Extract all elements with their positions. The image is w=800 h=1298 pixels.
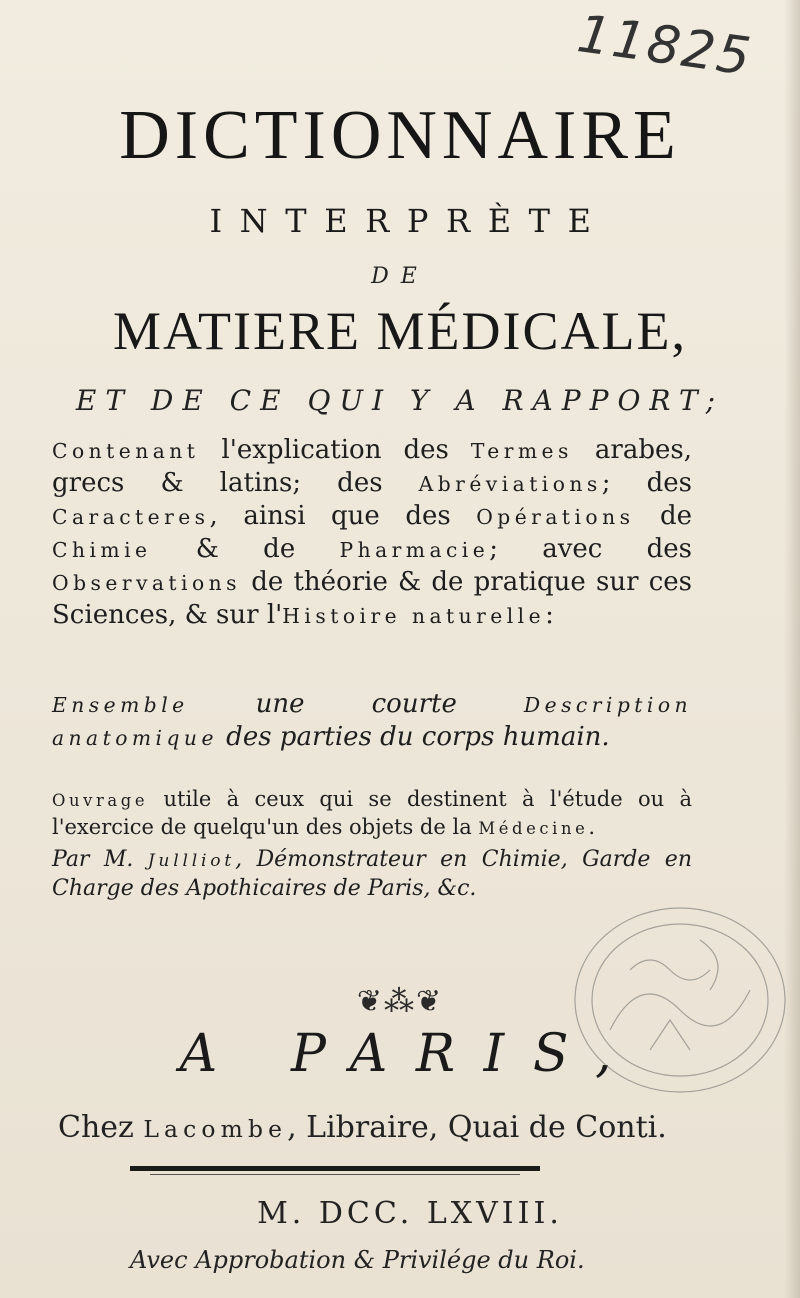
text: de [634, 501, 692, 531]
text: & de [151, 534, 340, 564]
text: , Démonstrateur en Chimie, Garde en Charge des Apothicaires de Paris, &c. [52, 847, 692, 901]
subtitle-et-de-ce-qui: ET DE CE QUI Y A RAPPORT; [75, 384, 725, 417]
text: Chez [58, 1110, 144, 1145]
term: Observations [52, 571, 242, 595]
text: , ainsi que des [209, 501, 477, 531]
term: Description anatomique [52, 693, 692, 750]
term: Histoire naturelle [282, 604, 546, 628]
term: Chimie [52, 538, 152, 562]
page-edge-shadow [784, 0, 800, 1298]
term: Termes [470, 439, 573, 463]
term: Opérations [476, 505, 635, 529]
ouvrage-paragraph [52, 786, 692, 842]
term: Abréviations [418, 472, 602, 496]
approbation-line: Avec Approbation & Privilége du Roi. [130, 1246, 585, 1274]
text: : [545, 600, 554, 630]
text: une courte [188, 689, 524, 719]
text: . [588, 815, 596, 839]
fleuron-ornament: ❦⁂❦ [356, 984, 444, 1019]
ensemble-paragraph [52, 688, 692, 754]
text: Par M. [52, 847, 148, 872]
thick-rule [130, 1166, 540, 1171]
subtitle-de: DE [371, 264, 429, 289]
subtitle-interprete: INTERPRÈTE [209, 202, 609, 240]
text: ; avec des [489, 534, 692, 564]
lead-word: Contenant [52, 439, 200, 463]
contents-paragraph [52, 434, 692, 632]
text: ; des [601, 468, 692, 498]
text: l'explication des [199, 435, 471, 465]
thin-rule [150, 1174, 520, 1175]
author-name: Jullliot [147, 851, 236, 871]
term: Médecine [478, 819, 589, 838]
book-title: DICTIONNAIRE [119, 97, 681, 174]
lead-word: Ouvrage [52, 791, 149, 810]
text: des parties du corps humain. [217, 722, 610, 752]
term: Pharmacie [339, 538, 490, 562]
subtitle-matiere-medicale: MATIERE MÉDICALE, [113, 301, 687, 361]
publisher-name: Lacombe [143, 1115, 288, 1143]
text: , Libraire, Quai de Conti. [287, 1110, 667, 1145]
handwritten-shelfmark: 11825 [573, 4, 756, 88]
text: arabes, grecs & latins; des [52, 435, 692, 498]
publication-date: M. DCC. LXVIII. [257, 1196, 563, 1231]
text: de théorie & de pratique sur ces Sciences, & sur l' [52, 567, 692, 630]
publisher-line [58, 1110, 718, 1145]
lead-word: Ensemble [52, 693, 189, 717]
term: Caracteres [52, 505, 210, 529]
library-stamp-icon [540, 880, 800, 1100]
place-of-publication: A PARIS, [179, 1024, 641, 1084]
text: utile à ceux qui se destinent à l'étude ou à l'exercice de quelqu'un des objets de la [52, 787, 692, 839]
